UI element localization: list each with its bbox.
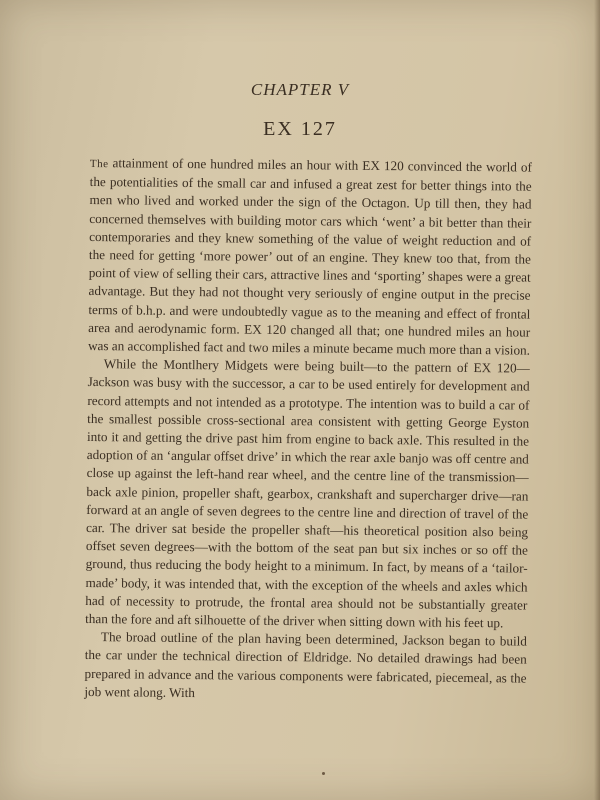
chapter-heading: CHAPTER V [250, 80, 350, 99]
body-text [84, 154, 532, 706]
paragraph-2: While the Montlhery Midgets were being built—to the pattern of EX 120—Jackson was busy with the successor, a car to be used entirely for development and record attempts and not intended as a prototype. The intention was to build a car of the smallest possible cross-sectional area consistent with getting George Eyston into it and getting the drive past him from engine to back axle. This resulted in the adoption of an ‘angular offset drive’ in which the rear axle banjo was off centre and close up against the left-hand rear wheel, and the centre line of the transmission—back axle pinion, propeller shaft, gearbox, crankshaft and supercharger drive—ran forward at an angle of seven degrees to the centre line and direction of travel of the car. The driver sat beside the propeller shaft—his theoretical position also being offset seven degrees—with the bottom of the seat pan but six inches or so off the ground, thus reducing the body height to a minimum. In fact, by means of a ‘tailor-made’ body, it was intended that, with the exception of the wheels and axles which had of necessity to protrude, the frontal area should not be substantially greater than the fore and aft silhouette of the driver when sitting down with his feet up. [85, 356, 530, 631]
chapter-title: EX 127 [263, 118, 337, 140]
lead-word: The [89, 157, 109, 171]
paragraph-1 [88, 154, 532, 360]
paragraph-3: The broad outline of the plan having been determined, Jackson began to build the car under the technical direction of Eldridge. No detailed drawings had been prepared in advance and the various components were fabricated, piecemeal, as the job went along. With [84, 629, 527, 701]
paragraph-1-text: attainment of one hundred miles an hour with EX 120 convinced the world of the potentialities of the small car and infused a great zest for better things into the men who lived and worked under the sign of the Octagon. Up till then, they had concerned themselves with building motor cars which ‘went’ a bit better than their contemporaries and they knew something of the value of weight reduction and of the need for getting ‘more power’ out of an engine. They knew too that, from the point of view of selling their cars, attractive lines and ‘sporting’ shapes were a great advantage. But they had not thought very seriously of engine output in the precise terms of b.h.p. and were undoubtedly vague as to the meaning and effect of frontal area and aerodynamic form. EX 120 changed all that; one hundred miles an hour was an accomplished fact and two miles a minute became much more than a vision. [87, 155, 532, 358]
page-mark [322, 772, 325, 775]
